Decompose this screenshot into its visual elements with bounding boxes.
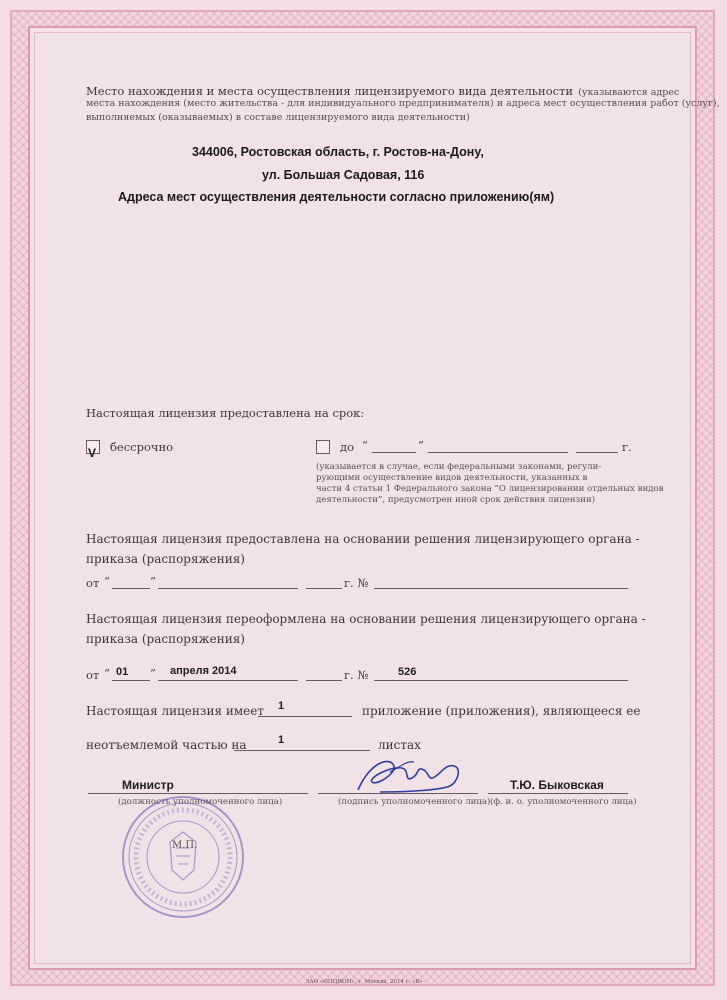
appendix-count-field[interactable] (258, 716, 352, 717)
address-header-note: (указываются адрес (578, 87, 680, 98)
official-seal (118, 792, 248, 922)
signer-position: Министр (122, 778, 174, 792)
address-header-line1 (86, 80, 679, 99)
reissued-day-value: 01 (116, 666, 129, 678)
reissued-number-label: г. № (344, 668, 369, 682)
unlimited-label: бессрочно (110, 440, 174, 454)
reissued-month-field[interactable] (158, 680, 298, 681)
term-note-line3: части 4 статьи 1 Федерального закона “О лицензировании отдельных видов (316, 484, 664, 494)
granted-from-label: от (86, 576, 100, 590)
name-line (488, 793, 628, 794)
granted-year-field[interactable] (306, 588, 342, 589)
until-year-suffix: г. (622, 440, 632, 454)
signer-name: Т.Ю. Быковская (510, 778, 604, 792)
address-header-line3: выполняемых (оказываемых) в составе лицензируемого вида деятельности) (86, 112, 470, 123)
granted-number-label: г. № (344, 576, 369, 590)
name-caption: (ф. и. о. уполномоченного лица) (490, 797, 637, 807)
address-header-main: Место нахождения и места осуществления лицензируемого вида деятельности (86, 84, 574, 98)
unlimited-check-mark: V (88, 446, 97, 460)
granted-close-quote: ” (150, 574, 156, 588)
signature-caption: (подпись уполномоченного лица) (338, 797, 491, 807)
address-line2: ул. Большая Садовая, 116 (262, 168, 425, 182)
appendix-line2-suffix: листах (378, 738, 421, 752)
reissued-year-field[interactable] (306, 680, 342, 681)
until-prefix: до (340, 440, 355, 454)
granted-day-field[interactable] (112, 588, 150, 589)
appendix-line1-suffix: приложение (приложения), являющееся ее (362, 704, 641, 718)
term-note-line2: рующими осуществление видов деятельности, указанных в (316, 473, 588, 483)
reissued-from-label: от (86, 668, 100, 682)
printer-mark: ЗАО «ОПЦИОН», г. Москва, 2014 г. «Б» (306, 979, 423, 985)
appendix-sheets-value: 1 (278, 734, 285, 746)
reissued-number-field[interactable] (374, 680, 628, 681)
until-year-field[interactable] (576, 452, 618, 453)
until-day-field[interactable] (372, 452, 416, 453)
appendix-line2-prefix: неотъемлемой частью на (86, 738, 247, 752)
handwritten-signature (350, 752, 470, 798)
reissued-day-field[interactable] (112, 680, 150, 681)
granted-month-field[interactable] (158, 588, 298, 589)
until-open-quote: “ (362, 438, 368, 452)
reissued-basis-line2: приказа (распоряжения) (86, 632, 245, 646)
reissued-basis-line1: Настоящая лицензия переоформлена на основании решения лицензирующего органа - (86, 612, 646, 626)
term-note-line1: (указывается в случае, если федеральными законами, регули- (316, 462, 602, 472)
granted-open-quote: “ (104, 574, 110, 588)
address-line3: Адреса мест осуществления деятельности согласно приложению(ям) (118, 190, 555, 204)
address-header-line2: места нахождения (место жительства - для индивидуального предпринимателя) и адреса мест осуществления работ (услуг), (86, 98, 720, 109)
appendix-sheets-field[interactable] (234, 750, 370, 751)
until-month-field[interactable] (428, 452, 568, 453)
until-checkbox[interactable] (316, 440, 330, 454)
granted-number-field[interactable] (374, 588, 628, 589)
address-line1: 344006, Ростовская область, г. Ростов-на-Дону, (192, 145, 484, 159)
reissued-open-quote: “ (104, 666, 110, 680)
term-label: Настоящая лицензия предоставлена на срок: (86, 406, 365, 420)
term-note-line4: деятельности”, предусмотрен иной срок действия лицензии) (316, 495, 596, 505)
granted-basis-line2: приказа (распоряжения) (86, 552, 245, 566)
appendix-count-value: 1 (278, 700, 285, 712)
granted-basis-line1: Настоящая лицензия предоставлена на основании решения лицензирующего органа - (86, 532, 640, 546)
position-caption: (должность уполномоченного лица) (118, 797, 283, 807)
reissued-close-quote: ” (150, 666, 156, 680)
until-close-quote: ” (418, 438, 424, 452)
reissued-number-value: 526 (398, 666, 417, 678)
appendix-line1-prefix: Настоящая лицензия имеет (86, 704, 265, 718)
reissued-month-value: апреля 2014 (170, 665, 237, 677)
seal-label: М.П. (172, 840, 198, 851)
